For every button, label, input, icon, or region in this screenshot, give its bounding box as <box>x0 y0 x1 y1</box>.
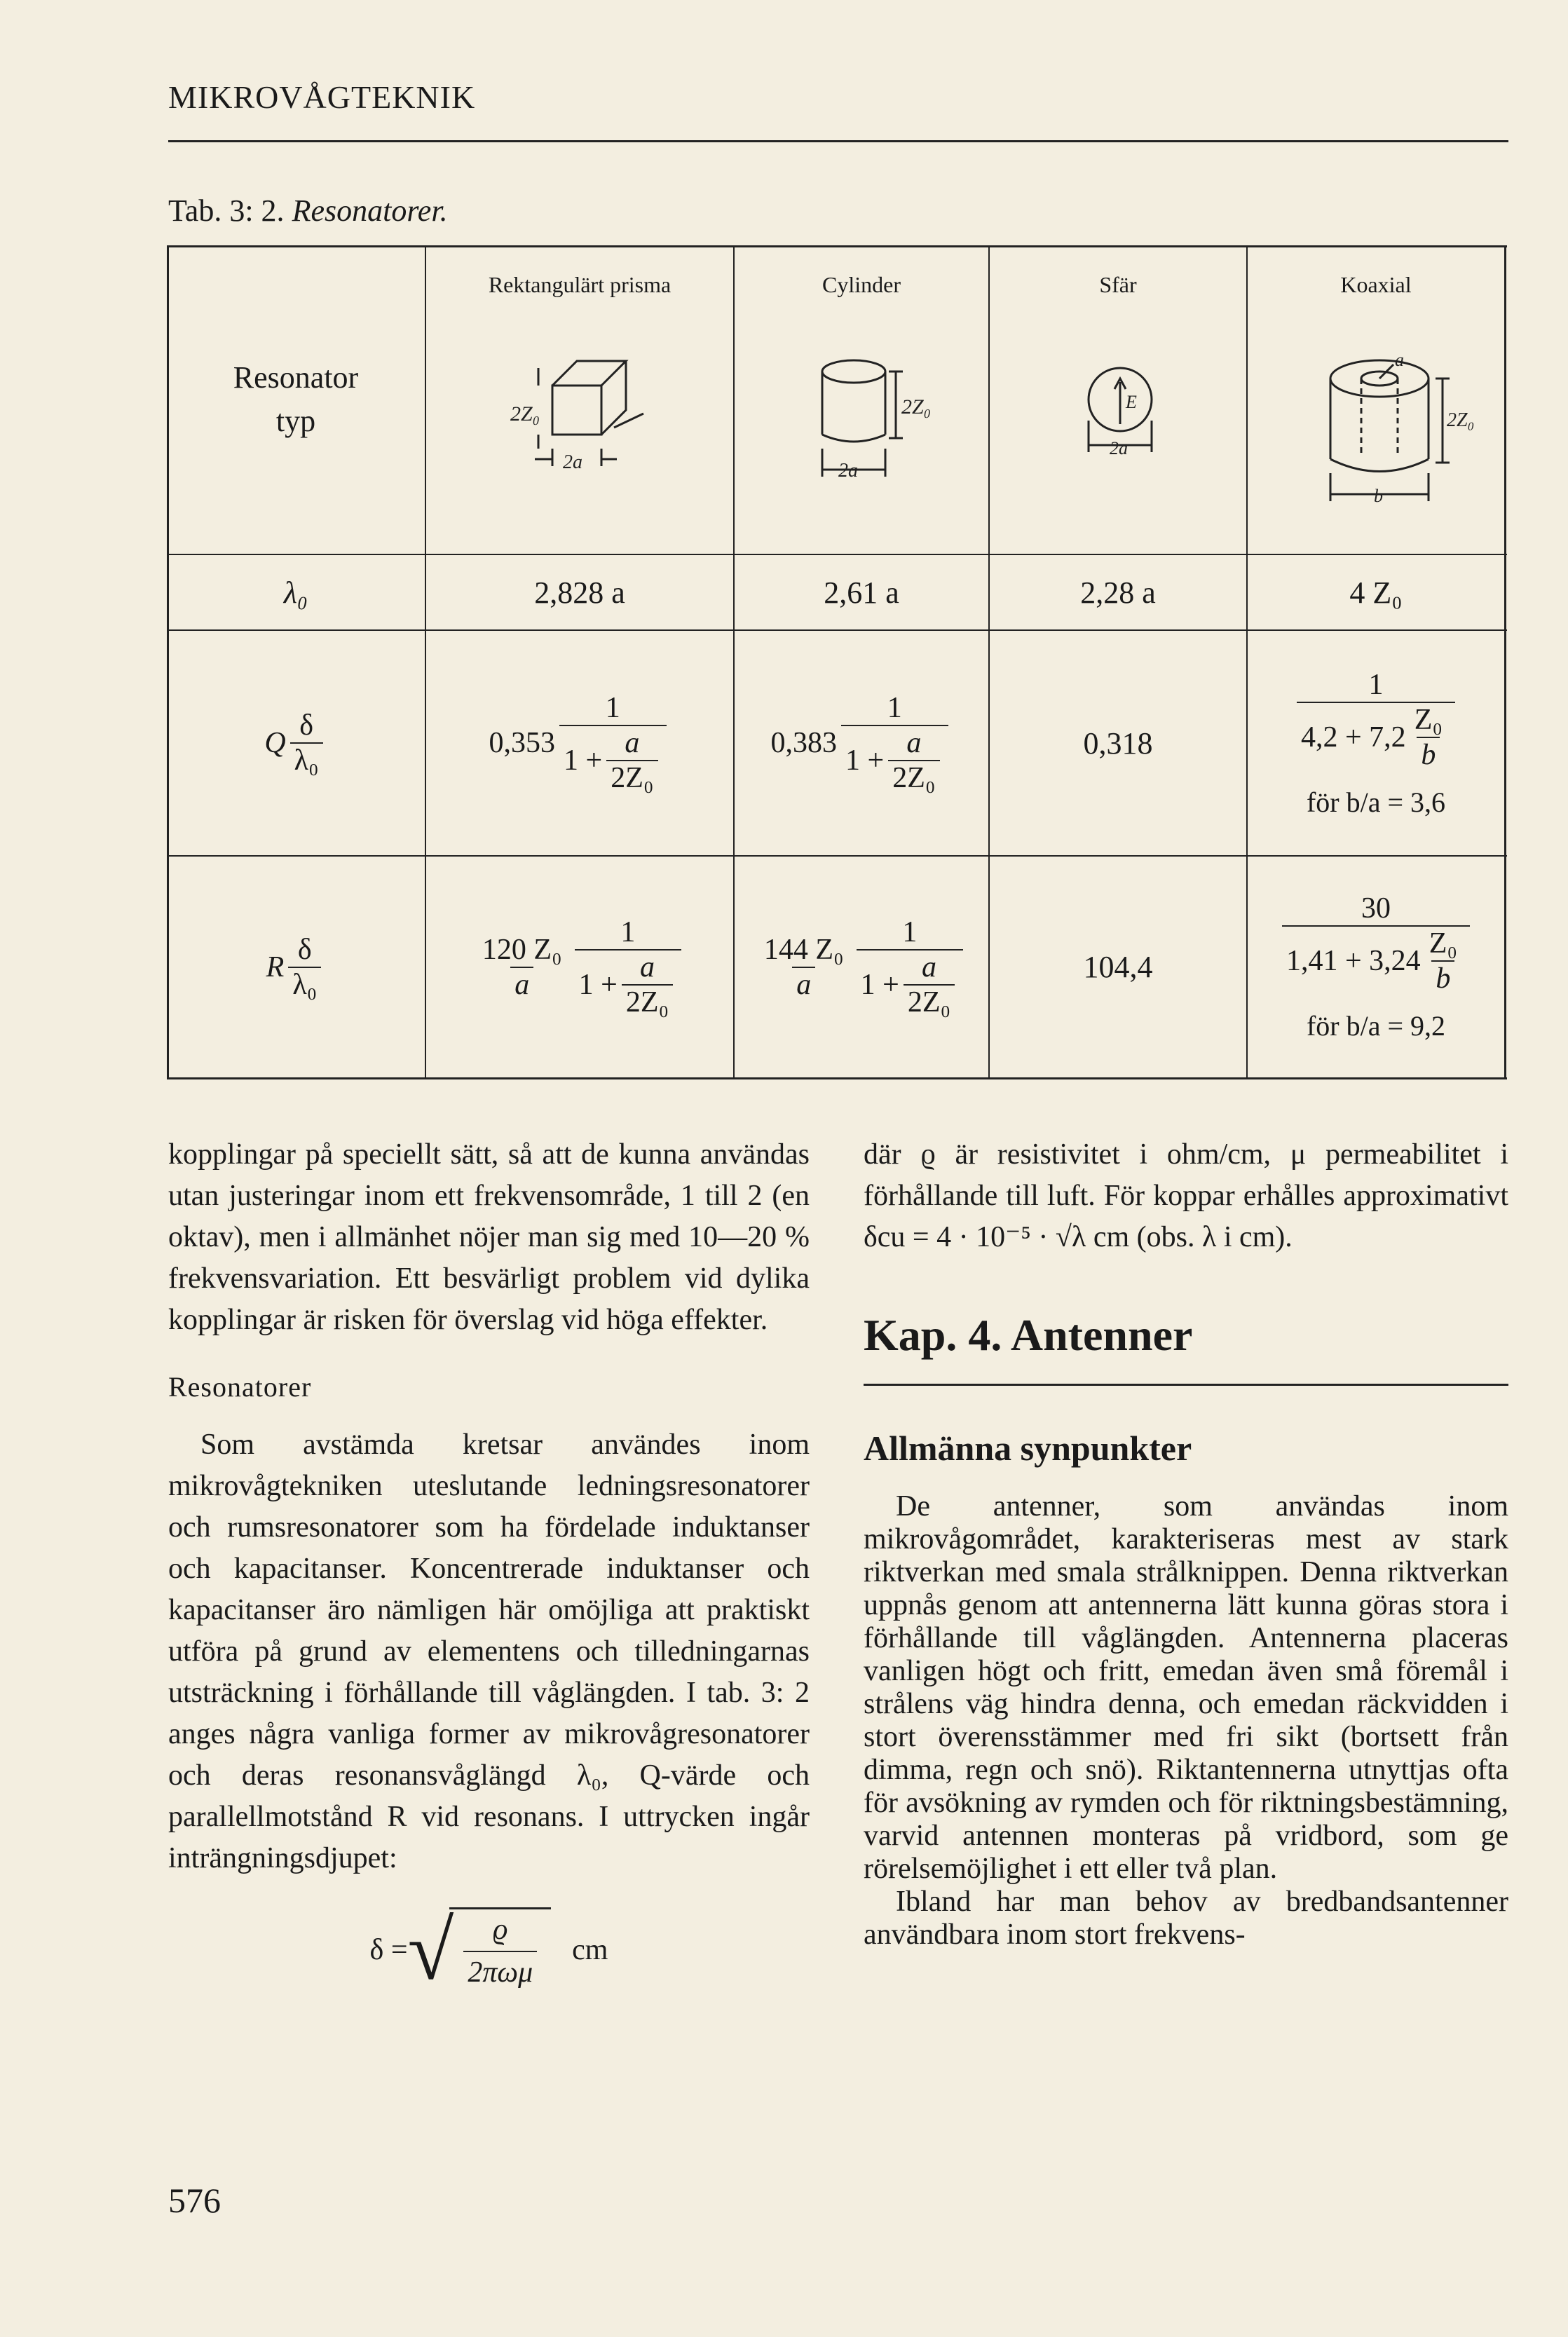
table-caption <box>168 193 448 229</box>
r-sphere: 104,4 <box>1083 950 1153 984</box>
sqrt-symbol: √ $\frac{ϱ}{\text{2πωμ}}$ <box>408 1907 552 1994</box>
coaxial-diagram <box>1302 350 1485 512</box>
column-header-rect: Rektangulärt prisma <box>488 272 671 297</box>
right-paragraph-3: Ibland har man behov av bredbandsantenner användbara inom stort frekvens- <box>864 1886 1508 1951</box>
row-header-line2: typ <box>275 404 316 438</box>
right-column <box>864 1134 1508 1951</box>
sphere-width-label: 2a <box>1110 438 1128 458</box>
cylinder-width-label: 2a <box>838 460 858 482</box>
r-rect <box>426 857 733 1077</box>
subhead-resonatorer: Resonatorer <box>168 1371 312 1403</box>
chapter-rule <box>864 1384 1508 1386</box>
column-header-sphere: Sfär <box>1099 272 1137 297</box>
left-paragraph-2: Som avstämda kretsar användes inom mikrovågtekniken uteslutande ledningsresonatorer och rumsresonatorer som ha fördelade induktanser och kapacitanser. Koncentrerade induktanser och kapacitanser äro nämligen här omöjliga att praktiskt utföra på grund av elementens och tilledningarnas utsträckning i förhållande till våglängden. I tab. 3: 2 anges några vanliga former av mikrovågresonatorer och deras resonansvåglängd λ₀, Q-värde och parallellmotstånd R vid resonans. I uttrycken ingår inträngningsdjupet: <box>168 1429 810 1874</box>
cylinder-height-label: 2Z₀ <box>901 395 932 418</box>
q-coax-note: för b/a = 3,6 <box>1306 786 1446 818</box>
section-heading: Allmänna synpunkter <box>864 1429 1192 1468</box>
left-paragraph-1: kopplingar på speciellt sätt, så att de kunna användas utan justeringar inom ett frekvensområde, 1 till 2 (en oktav), men i allmänhet nöjer man sig med 10—20 % frekvensvariation. Ett besvärligt problem vid dylika kopplingar är risken för överslag vid höga effekter. <box>168 1138 810 1336</box>
header-rule <box>168 140 1508 142</box>
delta-over-lambda-r: $\frac{\delta}{\text{λ₀}}$ <box>288 933 321 1002</box>
page-number: 576 <box>168 2181 221 2220</box>
column-header-cylinder: Cylinder <box>822 272 901 297</box>
table-number: Tab. 3: 2. <box>168 193 285 228</box>
r-coax-fraction: 30 1,41 + 3,24 $\frac{\text{Z₀}}{b}$ <box>1282 892 1470 995</box>
r-letter: R <box>266 951 285 983</box>
coax-outer-label: b <box>1374 486 1383 506</box>
r-rect-fraction: 1 1 + $\frac{a}{\text{2Z₀}}$ <box>575 915 682 1019</box>
left-column <box>168 1134 810 1997</box>
table-title: Resonatorer. <box>292 193 448 228</box>
table-bottom-rule <box>167 1077 1507 1079</box>
r-cyl-coef: $\frac{\text{144 Z₀}}{a}$ <box>763 933 844 1001</box>
rect-height-label: 2Z₀ <box>510 402 540 425</box>
delta-over-lambda: $\frac{\delta}{\text{λ₀}}$ <box>290 709 323 777</box>
q-rect-coef: 0,353 <box>489 727 555 759</box>
right-paragraph-2: De antenner, som användas inom mikrovågområdet, karakteriseras mest av stark riktverkan med smala strålknippen. Denna riktverkan uppnås genom att antennerna lätt kunna göras stora i förhållande till våglängden. Antennerna placeras vanligen högt och fritt, emedan även små föremål i strålens väg hindra denna, och emedan räckvidden i stort överensstämmer med fri sikt (bortsett från dimma, regn och snö). Riktantennerna utnyttjas ofta för avsökning av rymden och för riktningsbestämning, varvid antennen monteras på vridbord, som ge rörelsemöjlighet i ett eller två plan. <box>864 1490 1508 1885</box>
q-cylinder <box>735 631 988 855</box>
coax-inner-label: a <box>1395 350 1404 370</box>
row-header-line1: Resonator <box>233 360 359 395</box>
q-sphere: 0,318 <box>1083 725 1153 761</box>
r-rect-coef: $\frac{\text{120 Z₀}}{a}$ <box>482 933 562 1001</box>
q-coaxial <box>1248 631 1504 855</box>
coax-height-label: 2Z₀ <box>1447 409 1475 431</box>
running-header: MIKROVÅGTEKNIK <box>168 79 476 115</box>
q-rect-fraction: 1 1 + $\frac{a}{\text{2Z₀}}$ <box>559 691 667 795</box>
column-header-coaxial: Koaxial <box>1340 272 1412 297</box>
row-header-type <box>167 245 425 554</box>
lambda-sphere: 2,28 a <box>1080 575 1156 610</box>
r-cyl-fraction: 1 1 + $\frac{a}{\text{2Z₀}}$ <box>857 915 964 1019</box>
cylinder-diagram <box>791 350 945 484</box>
lambda-coaxial: 4 Z₀ <box>1349 575 1403 610</box>
q-coax-fraction: 1 4,2 + 7,2 $\frac{\text{Z₀}}{b}$ <box>1297 668 1455 772</box>
r-coaxial <box>1248 857 1504 1077</box>
q-symbol <box>167 631 425 855</box>
table-right-rule <box>1504 245 1506 1079</box>
q-letter: Q <box>264 727 286 759</box>
rect-width-label: 2a <box>563 451 582 473</box>
q-cyl-fraction: 1 1 + $\frac{a}{\text{2Z₀}}$ <box>841 691 948 795</box>
sphere-field-label: E <box>1126 392 1137 412</box>
resonator-table <box>167 245 1507 1079</box>
r-coax-note: för b/a = 9,2 <box>1306 1010 1446 1042</box>
rect-prism-diagram <box>496 343 679 477</box>
lambda-symbol: λ₀ <box>283 575 308 610</box>
skin-depth-formula: δ = √ $\frac{ϱ}{\text{2πωμ}}$ cm <box>369 1903 608 1997</box>
lambda-rect: 2,828 a <box>534 575 625 610</box>
sphere-diagram <box>1057 357 1183 477</box>
q-cyl-coef: 0,383 <box>770 727 837 759</box>
r-symbol <box>167 857 425 1077</box>
q-rect <box>426 631 733 855</box>
formula-fraction: $\frac{ϱ}{\text{2πωμ}}$ <box>463 1909 537 1994</box>
r-cylinder <box>735 857 988 1077</box>
lambda-cylinder: 2,61 a <box>824 575 899 610</box>
right-paragraph-1: där ϱ är resistivitet i ohm/cm, μ permeabilitet i förhållande till luft. För koppar erhålles approximativt δcu = 4 · 10⁻⁵ · √λ cm (obs. λ i cm). <box>864 1138 1508 1253</box>
chapter-heading: Kap. 4. Antenner <box>864 1310 1193 1360</box>
